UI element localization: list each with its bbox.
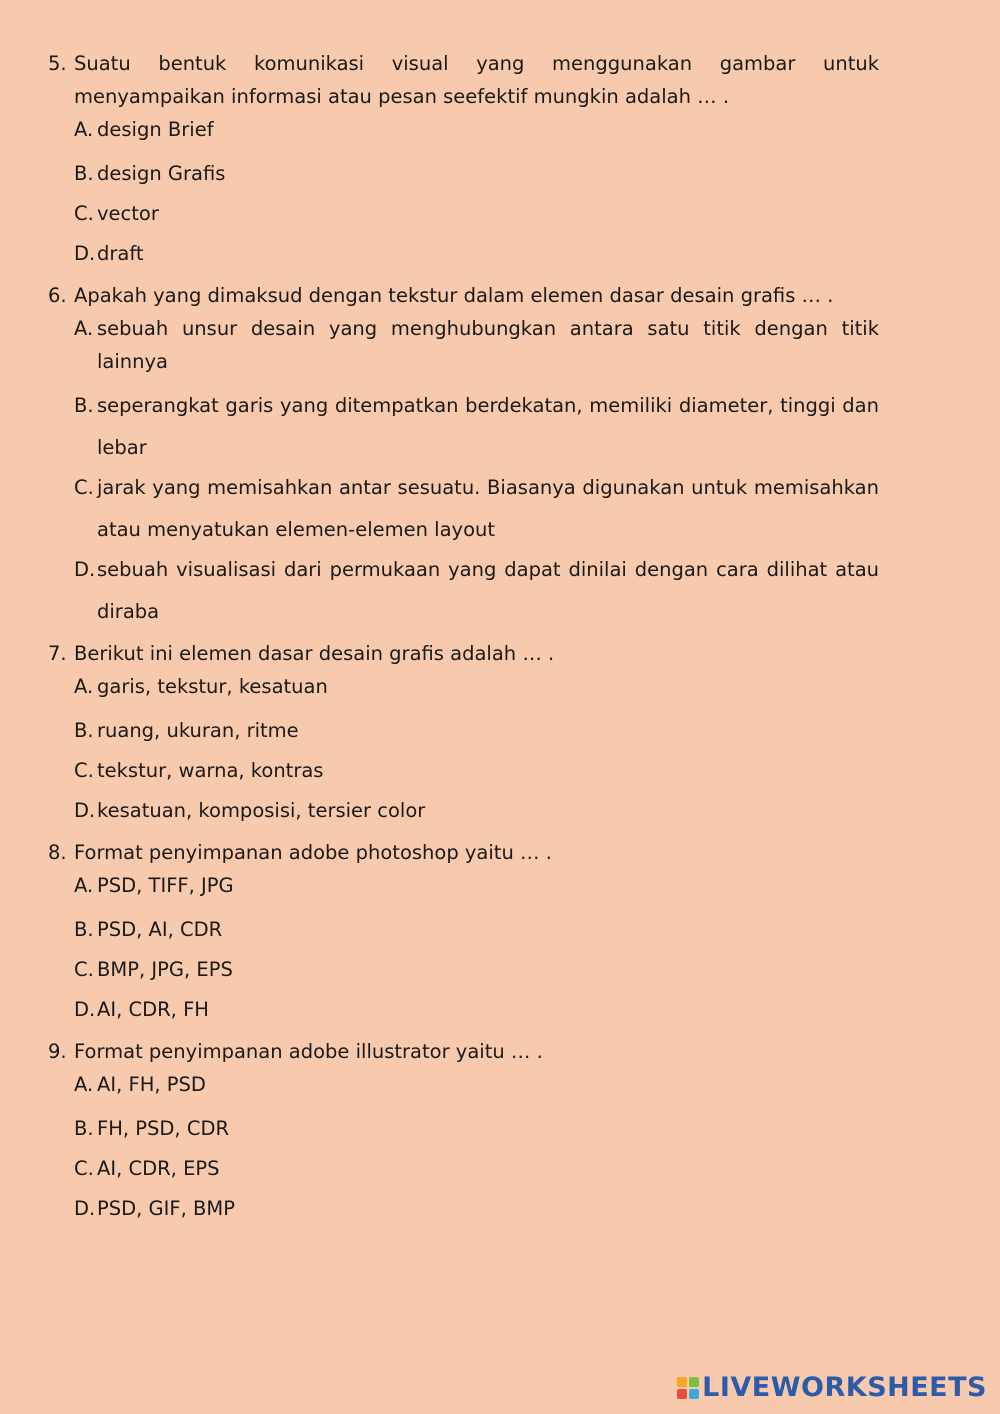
option-letter: B. <box>74 162 94 185</box>
option-text: BMP, JPG, EPS <box>97 958 233 981</box>
option-d[interactable] <box>74 790 879 832</box>
option-d[interactable] <box>74 1188 879 1230</box>
option-letter: A. <box>74 675 94 698</box>
option-b[interactable] <box>74 153 879 195</box>
option-letter: B. <box>74 918 94 941</box>
logo-square-2 <box>689 1377 699 1387</box>
option-list <box>74 1068 879 1230</box>
option-a[interactable] <box>74 1068 879 1101</box>
option-text: AI, FH, PSD <box>97 1073 206 1096</box>
option-text: AI, CDR, EPS <box>97 1157 220 1180</box>
option-text: AI, CDR, FH <box>97 998 209 1021</box>
option-letter: C. <box>74 1157 94 1180</box>
option-letter: B. <box>74 394 94 417</box>
question-7 <box>48 637 879 832</box>
question-8 <box>48 836 879 1031</box>
option-b[interactable] <box>74 385 879 469</box>
option-letter: A. <box>74 1073 94 1096</box>
option-text: vector <box>97 202 159 225</box>
option-c[interactable] <box>74 949 879 991</box>
option-letter: B. <box>74 1117 94 1140</box>
liveworksheets-logo-icon <box>677 1377 699 1399</box>
option-b[interactable] <box>74 1108 879 1150</box>
option-text: sebuah unsur desain yang menghubungkan antara satu titik dengan titik lainnya <box>97 317 879 373</box>
option-text: PSD, TIFF, JPG <box>97 874 234 897</box>
option-letter: D. <box>74 242 96 265</box>
option-text: ruang, ukuran, ritme <box>97 719 299 742</box>
logo-square-4 <box>689 1389 699 1399</box>
liveworksheets-logo[interactable] <box>677 1373 987 1403</box>
option-text: design Grafis <box>97 162 226 185</box>
option-list <box>74 670 879 832</box>
option-list <box>74 869 879 1031</box>
option-b[interactable] <box>74 710 879 752</box>
question-9 <box>48 1035 879 1230</box>
option-letter: D. <box>74 558 96 581</box>
option-letter: C. <box>74 202 94 225</box>
option-c[interactable] <box>74 193 879 235</box>
option-text: seperangkat garis yang ditempatkan berdekatan, memiliki diameter, tinggi dan lebar <box>97 394 879 459</box>
option-letter: D. <box>74 1197 96 1220</box>
logo-square-1 <box>677 1377 687 1387</box>
option-d[interactable] <box>74 549 879 633</box>
question-6 <box>48 279 879 633</box>
option-c[interactable] <box>74 750 879 792</box>
option-b[interactable] <box>74 909 879 951</box>
option-letter: B. <box>74 719 94 742</box>
option-text: tekstur, warna, kontras <box>97 759 324 782</box>
option-text: draft <box>97 242 144 265</box>
worksheet <box>48 47 879 1234</box>
option-a[interactable] <box>74 670 879 703</box>
logo-text: LIVEWORKSHEETS <box>702 1372 987 1403</box>
option-text: jarak yang memisahkan antar sesuatu. Biasanya digunakan untuk memisahkan atau menyatukan elemen-elemen layout <box>97 476 879 541</box>
question-text: Berikut ini elemen dasar desain grafis adalah … . <box>74 642 555 665</box>
option-a[interactable] <box>74 312 879 378</box>
question-number: 6. <box>48 284 67 307</box>
option-letter: A. <box>74 118 94 141</box>
question-5 <box>48 47 879 275</box>
option-text: PSD, AI, CDR <box>97 918 223 941</box>
option-letter: C. <box>74 958 94 981</box>
option-text: garis, tekstur, kesatuan <box>97 675 328 698</box>
option-letter: D. <box>74 998 96 1021</box>
option-letter: A. <box>74 317 94 340</box>
question-number: 7. <box>48 642 67 665</box>
question-number: 9. <box>48 1040 67 1063</box>
logo-square-3 <box>677 1389 687 1399</box>
option-text: sebuah visualisasi dari permukaan yang dapat dinilai dengan cara dilihat atau diraba <box>97 558 879 623</box>
option-letter: D. <box>74 799 96 822</box>
option-letter: A. <box>74 874 94 897</box>
option-d[interactable] <box>74 989 879 1031</box>
option-d[interactable] <box>74 233 879 275</box>
option-letter: C. <box>74 759 94 782</box>
option-text: FH, PSD, CDR <box>97 1117 230 1140</box>
option-list <box>74 113 879 275</box>
option-text: PSD, GIF, BMP <box>97 1197 235 1220</box>
option-a[interactable] <box>74 869 879 902</box>
option-c[interactable] <box>74 467 879 551</box>
option-list <box>74 312 879 633</box>
question-text: Format penyimpanan adobe illustrator yaitu … . <box>74 1040 543 1063</box>
option-text: design Brief <box>97 118 214 141</box>
question-text: Format penyimpanan adobe photoshop yaitu … . <box>74 841 552 864</box>
question-number: 8. <box>48 841 67 864</box>
option-c[interactable] <box>74 1148 879 1190</box>
question-text: Apakah yang dimaksud dengan tekstur dalam elemen dasar desain grafis … . <box>74 284 834 307</box>
option-text: kesatuan, komposisi, tersier color <box>97 799 426 822</box>
question-text: Suatu bentuk komunikasi visual yang menggunakan gambar untuk menyampaikan informasi atau pesan seefektif mungkin adalah … . <box>74 52 879 108</box>
question-number: 5. <box>48 52 67 75</box>
option-a[interactable] <box>74 113 879 146</box>
option-letter: C. <box>74 476 94 499</box>
